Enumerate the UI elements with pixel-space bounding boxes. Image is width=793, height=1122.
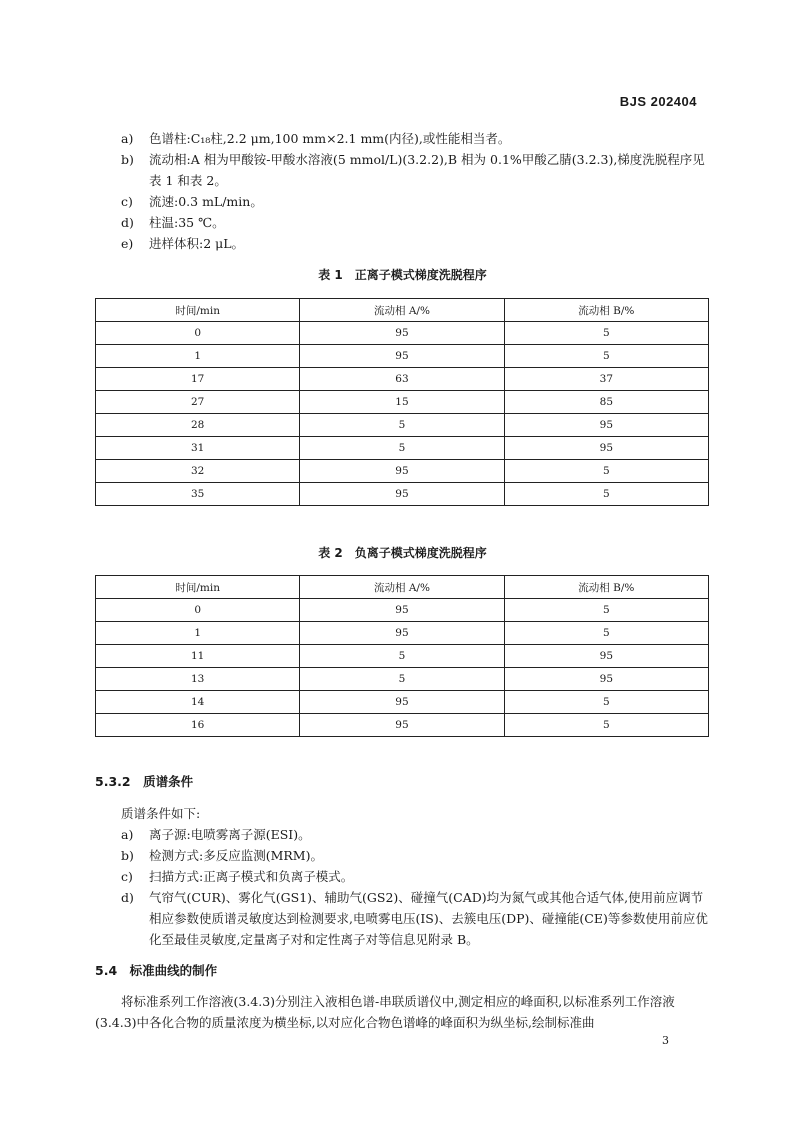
cell-phase-a: 95 [300,322,504,345]
column-header-phase-b: 流动相 B/% [504,576,708,599]
list-item [121,191,711,212]
cell-phase-b: 5 [504,714,708,737]
cell-phase-b: 5 [504,483,708,506]
list-marker: d) [121,215,134,230]
list-item [121,233,711,254]
table-row [96,322,709,345]
table-header-row [96,576,709,599]
cell-time: 32 [96,460,300,483]
cell-phase-a: 63 [300,368,504,391]
cell-phase-a: 95 [300,714,504,737]
table-row [96,668,709,691]
cell-phase-b: 5 [504,599,708,622]
cell-phase-b: 95 [504,645,708,668]
list-marker: c) [121,869,133,884]
cell-time: 17 [96,368,300,391]
list-marker: a) [121,827,134,842]
list-item [121,149,711,191]
section-intro: 质谱条件如下: [121,806,201,821]
cell-phase-b: 5 [504,460,708,483]
body-paragraph: 将标准系列工作溶液(3.4.3)分别注入液相色谱-串联质谱仪中,测定相应的峰面积,以标准系列工作溶液(3.4.3)中各化合物的质量浓度为横坐标,以对应化合物色谱峰的峰面积为纵坐标,绘制标准曲 [95,994,675,1030]
list-text: 进样体积:2 μL。 [149,236,245,251]
cell-phase-b: 95 [504,668,708,691]
cell-phase-b: 95 [504,414,708,437]
cell-time: 35 [96,483,300,506]
cell-phase-a: 5 [300,437,504,460]
cell-phase-a: 95 [300,460,504,483]
positive-mode-gradient-table [95,298,709,506]
cell-time: 27 [96,391,300,414]
table-header-row [96,299,709,322]
cell-phase-b: 37 [504,368,708,391]
list-text: 扫描方式:正离子模式和负离子模式。 [149,869,354,884]
list-text: 气帘气(CUR)、雾化气(GS1)、辅助气(GS2)、碰撞气(CAD)均为氮气或其他合适气体,使用前应调节相应参数使质谱灵敏度达到检测要求,电喷雾电压(IS)、去簇电压(DP)、碰撞能(CE)等参数使用前应优化至最佳灵敏度,定量离子对和定性离子对等信息见附录 B。 [149,890,708,947]
list-text: 离子源:电喷雾离子源(ESI)。 [149,827,311,842]
ms-conditions-list [121,824,711,950]
cell-time: 31 [96,437,300,460]
cell-time: 1 [96,345,300,368]
cell-phase-b: 5 [504,322,708,345]
section-heading-calibration-curve: 5.4 标准曲线的制作 [95,963,218,978]
list-text: 流动相:A 相为甲酸铵-甲酸水溶液(5 mmol/L)(3.2.2),B 相为 0.1%甲酸乙腈(3.2.3),梯度洗脱程序见表 1 和表 2。 [149,152,705,188]
table-row [96,368,709,391]
section-heading-mass-spec: 5.3.2 质谱条件 [95,774,194,789]
cell-phase-b: 5 [504,622,708,645]
list-marker: a) [121,131,134,146]
table-row [96,483,709,506]
page-number: 3 [662,1034,669,1047]
cell-phase-a: 95 [300,622,504,645]
cell-phase-a: 5 [300,668,504,691]
list-marker: c) [121,194,133,209]
column-header-phase-b: 流动相 B/% [504,299,708,322]
cell-phase-a: 5 [300,645,504,668]
cell-phase-a: 5 [300,414,504,437]
column-header-phase-a: 流动相 A/% [300,299,504,322]
list-text: 色谱柱:C₁₈柱,2.2 μm,100 mm×2.1 mm(内径),或性能相当者。 [149,131,511,146]
cell-phase-b: 5 [504,345,708,368]
table-row [96,599,709,622]
table-row [96,345,709,368]
list-marker: b) [121,848,134,863]
list-item [121,824,711,845]
list-item [121,128,711,149]
list-text: 流速:0.3 mL/min。 [149,194,263,209]
column-header-time: 时间/min [96,576,300,599]
cell-time: 0 [96,599,300,622]
table-row [96,714,709,737]
list-item [121,887,711,950]
table-row [96,391,709,414]
list-text: 检测方式:多反应监测(MRM)。 [149,848,323,863]
cell-time: 28 [96,414,300,437]
cell-phase-b: 5 [504,691,708,714]
table-row [96,460,709,483]
list-item [121,212,711,233]
table1-title: 表 1 正离子模式梯度洗脱程序 [318,268,487,282]
negative-mode-gradient-table [95,575,709,737]
cell-phase-a: 95 [300,599,504,622]
document-code: BJS 202404 [619,94,697,109]
table-row [96,437,709,460]
cell-time: 16 [96,714,300,737]
cell-time: 13 [96,668,300,691]
cell-phase-a: 95 [300,483,504,506]
list-marker: b) [121,152,134,167]
list-text: 柱温:35 ℃。 [149,215,225,230]
cell-time: 11 [96,645,300,668]
table-row [96,691,709,714]
cell-phase-b: 95 [504,437,708,460]
table-row [96,414,709,437]
cell-phase-b: 85 [504,391,708,414]
column-header-phase-a: 流动相 A/% [300,576,504,599]
table-row [96,645,709,668]
lc-conditions-list [121,128,711,254]
list-item [121,866,711,887]
list-marker: d) [121,890,134,905]
cell-time: 14 [96,691,300,714]
list-item [121,845,711,866]
table2-title: 表 2 负离子模式梯度洗脱程序 [318,546,487,560]
cell-phase-a: 15 [300,391,504,414]
table-row [96,622,709,645]
cell-phase-a: 95 [300,691,504,714]
list-marker: e) [121,236,134,251]
column-header-time: 时间/min [96,299,300,322]
cell-time: 1 [96,622,300,645]
cell-time: 0 [96,322,300,345]
cell-phase-a: 95 [300,345,504,368]
